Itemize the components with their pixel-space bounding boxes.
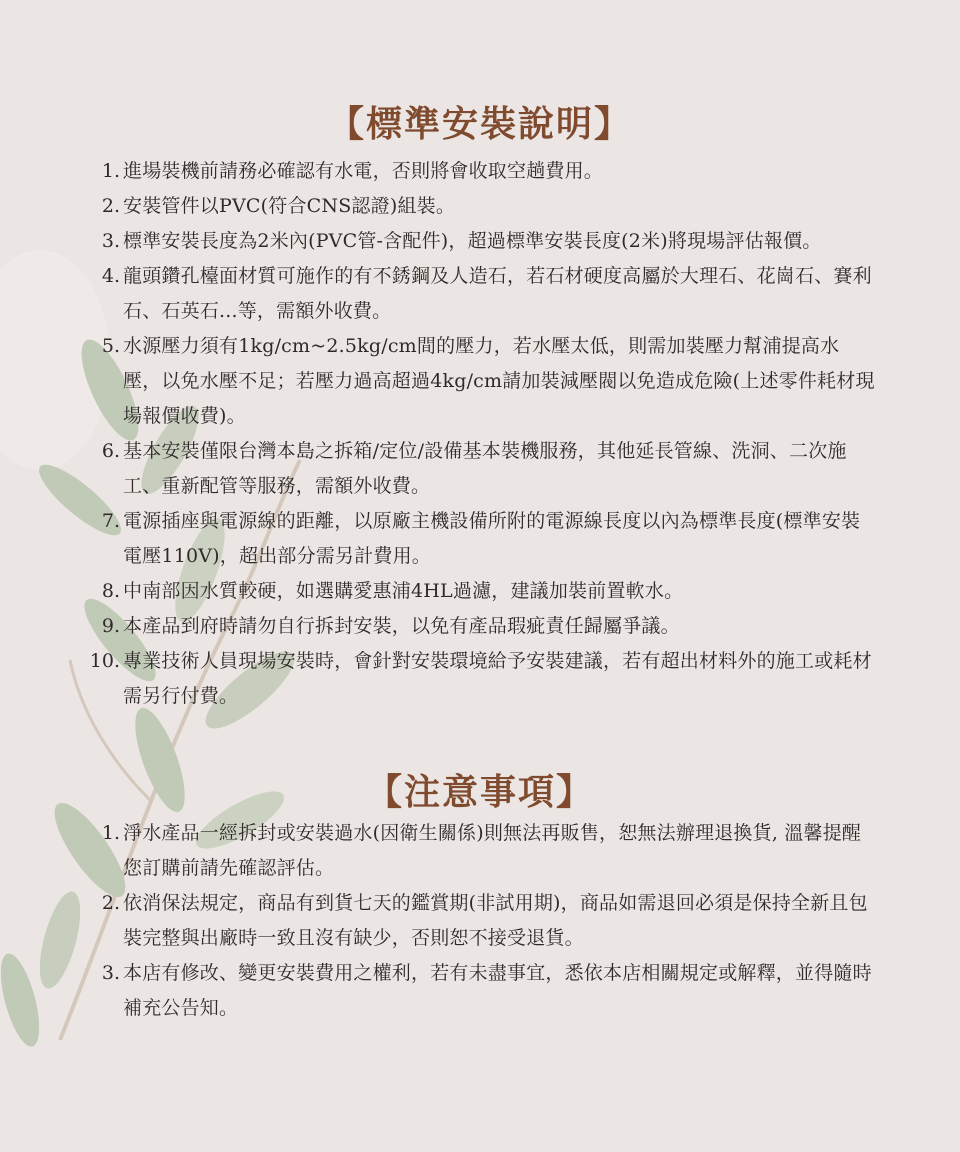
item-number: 3. (101, 230, 120, 252)
list-item (0, 329, 960, 434)
notice-section-title: 【注意事項】 (365, 771, 594, 813)
item-number: 3. (101, 962, 120, 984)
item-number: 7. (101, 510, 120, 532)
list-item (0, 644, 960, 714)
list-item (0, 434, 960, 504)
item-number: 9. (101, 615, 120, 637)
item-text: 專業技術人員現場安裝時，會針對安裝環境給予安裝建議，若有超出材料外的施工或耗材需另行付費。 (123, 650, 872, 707)
item-text: 標準安裝長度為2米內(PVC管-含配件)，超過標準安裝長度(2米)將現場評估報價。 (123, 230, 822, 252)
item-text: 龍頭鑽孔檯面材質可施作的有不銹鋼及人造石，若石材硬度高屬於大理石、花崗石、賽利石、石英石...等，需額外收費。 (123, 265, 872, 322)
item-number: 6. (101, 440, 120, 462)
list-item (0, 574, 960, 609)
item-text: 淨水產品一經拆封或安裝過水(因衛生關係)則無法再販售，恕無法辦理退換貨, 溫馨提醒您訂購前請先確認評估。 (123, 822, 862, 879)
list-item (0, 224, 960, 259)
list-item (0, 886, 960, 956)
item-number: 2. (101, 892, 120, 914)
item-number: 1. (101, 822, 120, 844)
list-item (0, 956, 960, 1026)
item-number: 8. (101, 580, 120, 602)
item-number: 4. (101, 265, 120, 287)
item-number: 2. (101, 195, 120, 217)
item-number: 1. (101, 160, 120, 182)
install-list (0, 154, 960, 714)
item-text: 中南部因水質較硬，如選購愛惠浦4HL過濾，建議加裝前置軟水。 (123, 580, 684, 602)
list-item (0, 154, 960, 189)
list-item (0, 504, 960, 574)
item-number: 10. (89, 650, 120, 672)
list-item (0, 259, 960, 329)
item-number: 5. (101, 335, 120, 357)
item-text: 安裝管件以PVC(符合CNS認證)組裝。 (123, 195, 456, 217)
item-text: 電源插座與電源線的距離，以原廠主機設備所附的電源線長度以內為標準長度(標準安裝電壓110V)，超出部分需另計費用。 (123, 510, 861, 567)
list-item (0, 816, 960, 886)
list-item (0, 609, 960, 644)
item-text: 進場裝機前請務必確認有水電，否則將會收取空趟費用。 (123, 160, 604, 182)
item-text: 水源壓力須有1kg/cm~2.5kg/cm間的壓力，若水壓太低，則需加裝壓力幫浦提高水壓，以免水壓不足；若壓力過高超過4kg/cm請加裝減壓閥以免造成危險(上述零件耗材現場報價收費)。 (123, 335, 875, 427)
notice-list (0, 816, 960, 1026)
item-text: 本店有修改、變更安裝費用之權利，若有未盡事宜，悉依本店相關規定或解釋，並得隨時補充公告知。 (123, 962, 872, 1019)
install-section-title: 【標準安裝說明】 (327, 103, 632, 145)
item-text: 本產品到府時請勿自行拆封安裝，以免有產品瑕疵責任歸屬爭議。 (123, 615, 680, 637)
item-text: 依消保法規定，商品有到貨七天的鑑賞期(非試用期)，商品如需退回必須是保持全新且包裝完整與出廠時一致且沒有缺少，否則恕不接受退貨。 (123, 892, 868, 949)
list-item (0, 189, 960, 224)
item-text: 基本安裝僅限台灣本島之拆箱/定位/設備基本裝機服務，其他延長管線、洗洞、二次施工、重新配管等服務，需額外收費。 (123, 440, 847, 497)
